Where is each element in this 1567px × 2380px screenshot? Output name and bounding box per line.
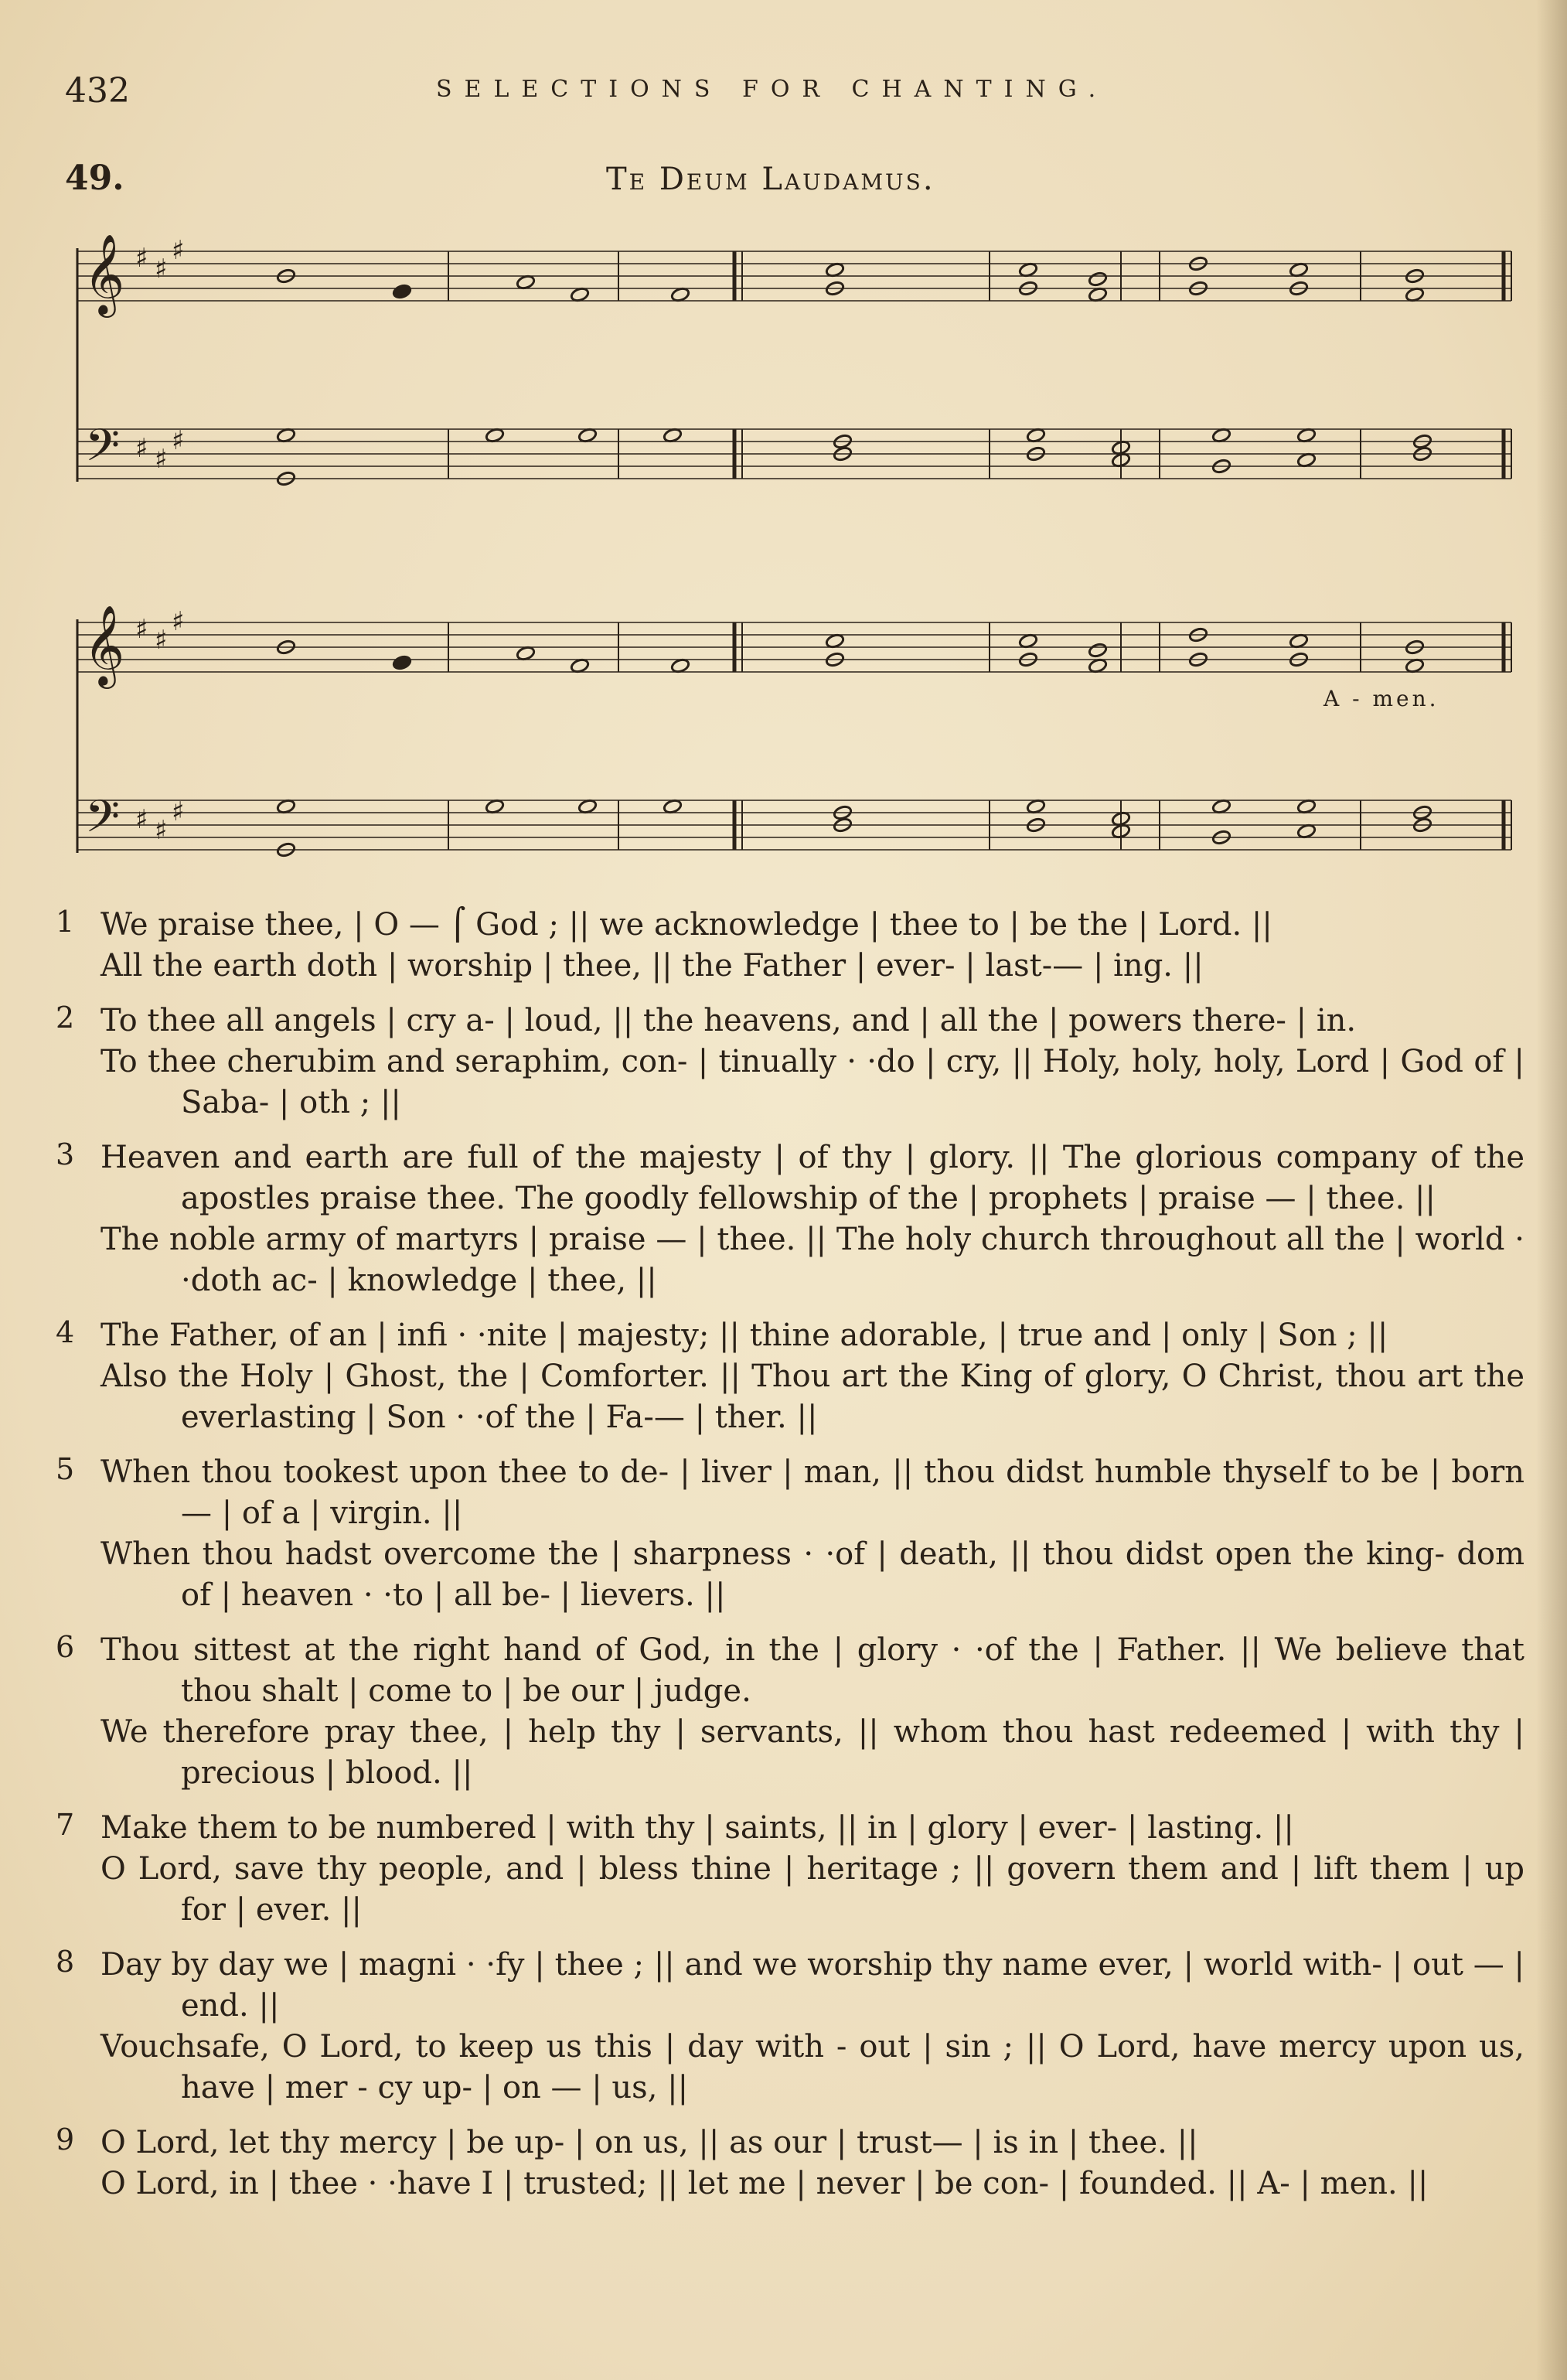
- verse-line: We therefore pray thee, | help thy | servants, || whom thou hast redeemed | with thy | precious | blood. ||: [100, 1714, 1524, 1791]
- verse: [56, 905, 1524, 987]
- verse-line: Also the Holy | Ghost, the | Comforter. || Thou art the King of glory, O Christ, thou art the everlasting | Son · ·of the | Fa-— | ther. ||: [100, 1359, 1524, 1435]
- verse-number: 3: [56, 1137, 75, 1171]
- score-system-2: [77, 605, 1511, 858]
- verse-number: 4: [56, 1315, 75, 1349]
- verse-line: All the earth doth | worship | thee, || the Father | ever- | last-— | ing. ||: [100, 948, 1204, 984]
- verse-line: Thou sittest at the right hand of God, in the | glory · ·of the | Father. || We believe that thou shalt | come to | be our | judge.: [100, 1632, 1524, 1709]
- verse: [56, 1315, 1524, 1438]
- verse-line: Vouchsafe, O Lord, to keep us this | day with - out | sin ; || O Lord, have mercy upon us, have | mer - cy up- | on — | us, ||: [100, 2029, 1524, 2106]
- verse-number: 6: [56, 1630, 75, 1664]
- svg-text:𝄢: 𝄢: [85, 419, 121, 482]
- verse-number: 2: [56, 1001, 75, 1035]
- svg-text:♯: ♯: [155, 815, 168, 846]
- verse-line: O Lord, in | thee · ·have I | trusted; || let me | never | be con- | founded. || A- | men. ||: [100, 2166, 1429, 2201]
- verse-line: Heaven and earth are full of the majesty | of thy | glory. || The glorious company of the apostles praise thee. The goodly fellowship of the | prophets | praise — | thee. ||: [100, 1140, 1524, 1216]
- verse: [56, 1001, 1524, 1124]
- svg-text:♯: ♯: [172, 425, 185, 456]
- verse-line: When thou tookest upon thee to de- | liver | man, || thou didst humble thyself to be | born — | of a | virgin. ||: [100, 1454, 1524, 1531]
- amen-lyric: A - men.: [1323, 686, 1439, 711]
- verse-line: O Lord, save thy people, and | bless thine | heritage ; || govern them and | lift them | up for | ever. ||: [100, 1851, 1524, 1928]
- chant-title: Te Deum Laudamus.: [606, 162, 935, 197]
- verse-number: 5: [56, 1452, 75, 1486]
- svg-text:♯: ♯: [172, 235, 185, 266]
- verse-line: To thee all angels | cry a- | loud, || the heavens, and | all the | powers there- | in.: [100, 1003, 1357, 1038]
- verse-line: Day by day we | magni · ·fy | thee ; || and we worship thy name ever, | world with- | out — | end. ||: [100, 1947, 1524, 2024]
- svg-text:♯: ♯: [172, 796, 185, 827]
- verse: [56, 1630, 1524, 1794]
- svg-text:♯: ♯: [155, 625, 168, 656]
- verse: [56, 1945, 1524, 2109]
- verse-number: 9: [56, 2123, 75, 2157]
- verse: [56, 1137, 1524, 1301]
- music-score: [0, 0, 1567, 866]
- svg-text:♯: ♯: [135, 804, 148, 835]
- svg-text:♯: ♯: [135, 243, 148, 274]
- verse-line: Make them to be numbered | with thy | saints, || in | glory | ever- | lasting. ||: [100, 1810, 1294, 1846]
- score-system-1: [77, 234, 1511, 486]
- svg-text:♯: ♯: [135, 433, 148, 464]
- verse: [56, 1452, 1524, 1616]
- running-head: SELECTIONS FOR CHANTING.: [436, 76, 1109, 103]
- svg-text:♯: ♯: [135, 614, 148, 645]
- verse-number: 7: [56, 1808, 75, 1842]
- svg-text:𝄞: 𝄞: [83, 605, 125, 686]
- svg-text:𝄢: 𝄢: [85, 790, 121, 854]
- verse-line: When thou hadst overcome the | sharpness · ·of | death, || thou didst open the king- dom of | heaven · ·to | all be- | lievers. ||: [100, 1536, 1524, 1613]
- verse-line: We praise thee, | O — ⌠ God ; || we acknowledge | thee to | be the | Lord. ||: [100, 907, 1272, 943]
- page-number: 432: [65, 71, 130, 111]
- svg-text:♯: ♯: [155, 254, 168, 285]
- verse-number: 8: [56, 1945, 75, 1979]
- verse-line: O Lord, let thy mercy | be up- | on us, || as our | trust— | is in | thee. ||: [100, 2125, 1198, 2160]
- svg-text:𝄞: 𝄞: [83, 234, 125, 315]
- verse: [56, 1808, 1524, 1931]
- verse-line: The noble army of martyrs | praise — | thee. || The holy church throughout all the | world · ·doth ac- | knowledge | thee, ||: [100, 1222, 1524, 1298]
- svg-text:♯: ♯: [155, 444, 168, 475]
- verse-line: To thee cherubim and seraphim, con- | tinually · ·do | cry, || Holy, holy, holy, Lord | God of | Saba- | oth ; ||: [100, 1044, 1524, 1120]
- verse-list: [56, 905, 1524, 2218]
- verse-number: 1: [56, 905, 75, 939]
- verse-line: The Father, of an | infi · ·nite | majesty; || thine adorable, | true and | only | Son ; ||: [100, 1318, 1388, 1353]
- svg-text:♯: ♯: [172, 606, 185, 637]
- verse: [56, 2123, 1524, 2204]
- chant-number: 49.: [65, 159, 124, 198]
